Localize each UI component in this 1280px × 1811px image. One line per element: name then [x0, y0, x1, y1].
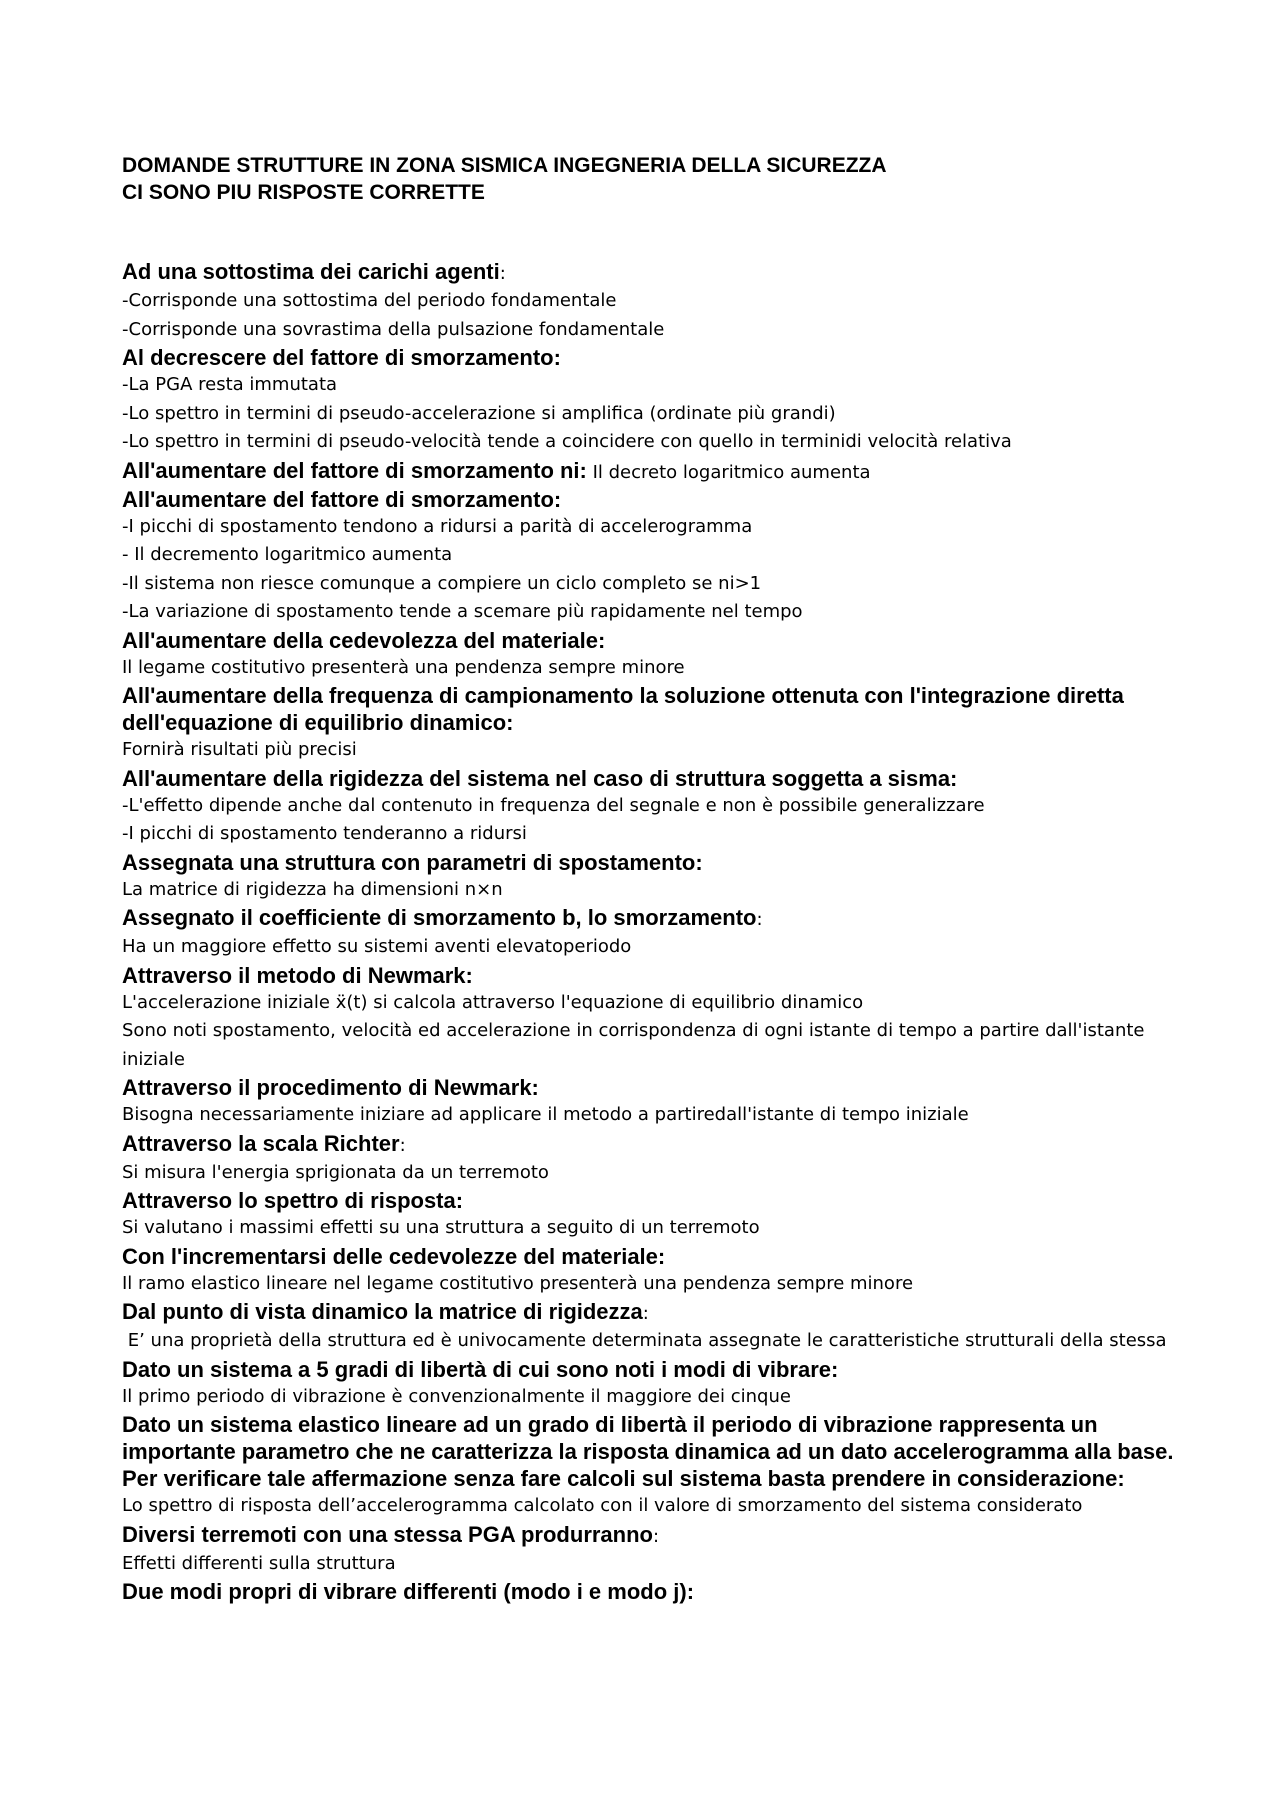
question-colon: :: [756, 909, 763, 930]
title-line-1: DOMANDE STRUTTURE IN ZONA SISMICA INGEGNERIA DELLA SICUREZZA: [122, 154, 887, 177]
question-heading: [122, 962, 1192, 989]
question-text: Diversi terremoti con una stessa PGA produrranno: [122, 1521, 653, 1547]
question-text: Con l'incrementarsi delle cedevolezze del materiale:: [122, 1243, 666, 1269]
answer-line: L'accelerazione iniziale ẍ(t) si calcola attraverso l'equazione di equilibrio dinamico: [122, 991, 864, 1013]
question-item: [122, 1187, 1192, 1243]
question-colon: :: [499, 263, 506, 284]
question-text: Dato un sistema elastico lineare ad un grado di libertà il periodo di vibrazione rappresenta un importante parametro che ne caratterizza la risposta dinamica ad un dato accelerogramma alla base. Per verificare tale affermazione senza fare calcoli sul sistema basta prendere in considerazione:: [122, 1412, 1174, 1491]
question-colon: :: [642, 1303, 649, 1324]
answer-line: -La variazione di spostamento tende a scemare più rapidamente nel tempo: [122, 601, 803, 622]
question-heading: [122, 1074, 1192, 1101]
question-item: [122, 258, 1192, 344]
answer-line: -I picchi di spostamento tenderanno a ridursi: [122, 823, 527, 844]
question-text: Assegnata una struttura con parametri di spostamento:: [122, 849, 703, 875]
question-text: All'aumentare della cedevolezza del materiale:: [122, 627, 606, 653]
answer-line: -I picchi di spostamento tendono a ridursi a parità di accelerogramma: [122, 515, 753, 537]
question-item: [122, 457, 1192, 486]
question-text: Attraverso lo spettro di risposta:: [122, 1188, 464, 1213]
answer-line: Si misura l'energia sprigionata da un terremoto: [122, 1161, 549, 1183]
question-text: Due modi propri di vibrare differenti (modo i e modo j):: [122, 1579, 695, 1604]
question-text: Assegnato il coefficiente di smorzamento b, lo smorzamento: [122, 905, 757, 930]
answer-line: Bisogna necessariamente iniziare ad applicare il metodo a partiredall'istante di tempo iniziale: [122, 1104, 969, 1125]
answer-line: Si valutano i massimi effetti su una struttura a seguito di un terremoto: [122, 1217, 760, 1238]
answer-line: Effetti differenti sulla struttura: [122, 1552, 396, 1574]
question-text: All'aumentare del fattore di smorzamento ni:: [122, 457, 587, 483]
question-item: [122, 1411, 1192, 1521]
answer-line: -La PGA resta immutata: [122, 374, 338, 395]
question-heading: [122, 765, 1192, 792]
question-heading: [122, 1521, 1192, 1550]
answer-line: -Corrisponde una sottostima del periodo fondamentale: [122, 290, 617, 311]
question-item: [122, 1074, 1192, 1130]
question-item: [122, 1298, 1192, 1356]
question-text: All'aumentare della rigidezza del sistema nel caso di struttura soggetta a sisma:: [122, 765, 958, 791]
question-colon: :: [399, 1134, 406, 1156]
question-text: Attraverso il procedimento di Newmark:: [122, 1075, 539, 1100]
answer-line: -Lo spettro in termini di pseudo-velocità tende a coincidere con quello in terminidi velocità relativa: [122, 431, 1012, 452]
question-heading: [122, 1130, 1192, 1159]
document-title: [122, 152, 1192, 206]
answer-line: La matrice di rigidezza ha dimensioni n×n: [122, 878, 503, 900]
question-text: Attraverso il metodo di Newmark:: [122, 962, 473, 988]
question-item: [122, 765, 1192, 849]
question-item: [122, 1130, 1192, 1188]
question-text: Ad una sottostima dei carichi agenti: [122, 259, 500, 284]
question-heading: [122, 904, 1192, 933]
question-heading: [122, 344, 1192, 371]
answer-line: Il primo periodo di vibrazione è convenzionalmente il maggiore dei cinque: [122, 1385, 791, 1407]
question-heading: [122, 258, 1192, 287]
question-heading: [122, 457, 1192, 486]
question-heading: [122, 1187, 1192, 1214]
answer-line: -Lo spettro in termini di pseudo-accelerazione si amplifica (ordinate più grandi): [122, 402, 836, 424]
question-heading: [122, 627, 1192, 654]
question-item: [122, 627, 1192, 683]
question-heading: [122, 849, 1192, 876]
title-line-2: CI SONO PIU RISPOSTE CORRETTE: [122, 181, 485, 204]
question-text: All'aumentare della frequenza di campionamento la soluzione ottenuta con l'integrazione diretta dell'equazione di equilibrio dinamico:: [122, 683, 1124, 735]
question-item: [122, 344, 1192, 457]
question-heading: [122, 682, 1192, 736]
question-text: Attraverso la scala Richter: [122, 1130, 400, 1156]
question-item: [122, 1356, 1192, 1412]
question-item: [122, 904, 1192, 962]
question-heading: [122, 1578, 1192, 1605]
question-text: Al decrescere del fattore di smorzamento:: [122, 345, 561, 370]
question-item: [122, 682, 1192, 765]
question-item: [122, 1521, 1192, 1579]
answer-line: Il legame costitutivo presenterà una pendenza sempre minore: [122, 656, 685, 678]
answer-line: -Corrisponde una sovrastima della pulsazione fondamentale: [122, 318, 665, 340]
question-item: [122, 1243, 1192, 1299]
question-heading: [122, 1243, 1192, 1270]
answer-line: Il ramo elastico lineare nel legame costitutivo presenterà una pendenza sempre minore: [122, 1272, 914, 1294]
answer-line: -Il sistema non riesce comunque a compiere un ciclo completo se ni>1: [122, 572, 762, 594]
question-text: Dato un sistema a 5 gradi di libertà di cui sono noti i modi di vibrare:: [122, 1356, 839, 1382]
question-item: [122, 1578, 1192, 1605]
question-heading: [122, 1356, 1192, 1383]
answer-line: -L'effetto dipende anche dal contenuto in frequenza del segnale e non è possibile generalizzare: [122, 794, 985, 816]
question-heading: [122, 1298, 1192, 1327]
question-text: Dal punto di vista dinamico la matrice di rigidezza: [122, 1299, 643, 1324]
inline-answer: Il decreto logaritmico aumenta: [586, 461, 871, 483]
answer-line: Ha un maggiore effetto su sistemi aventi elevatoperiodo: [122, 936, 632, 957]
answer-line: Sono noti spostamento, velocità ed accelerazione in corrispondenza di ogni istante di tempo a partire dall'istante iniziale: [122, 1020, 1151, 1070]
answer-line: - Il decremento logaritmico aumenta: [122, 544, 453, 565]
question-list: [122, 258, 1192, 1605]
answer-line: E’ una proprietà della struttura ed è univocamente determinata assegnate le caratteristiche strutturali della stessa: [122, 1330, 1167, 1351]
question-item: [122, 486, 1192, 627]
question-item: [122, 849, 1192, 905]
question-heading: [122, 486, 1192, 513]
question-heading: [122, 1411, 1192, 1492]
question-colon: :: [653, 1525, 660, 1547]
document-page: [122, 152, 1192, 1605]
question-text: All'aumentare del fattore di smorzamento:: [122, 486, 562, 512]
answer-line: Fornirà risultati più precisi: [122, 739, 357, 760]
answer-line: Lo spettro di risposta dell’accelerogramma calcolato con il valore di smorzamento del sistema considerato: [122, 1495, 1083, 1516]
question-item: [122, 962, 1192, 1075]
